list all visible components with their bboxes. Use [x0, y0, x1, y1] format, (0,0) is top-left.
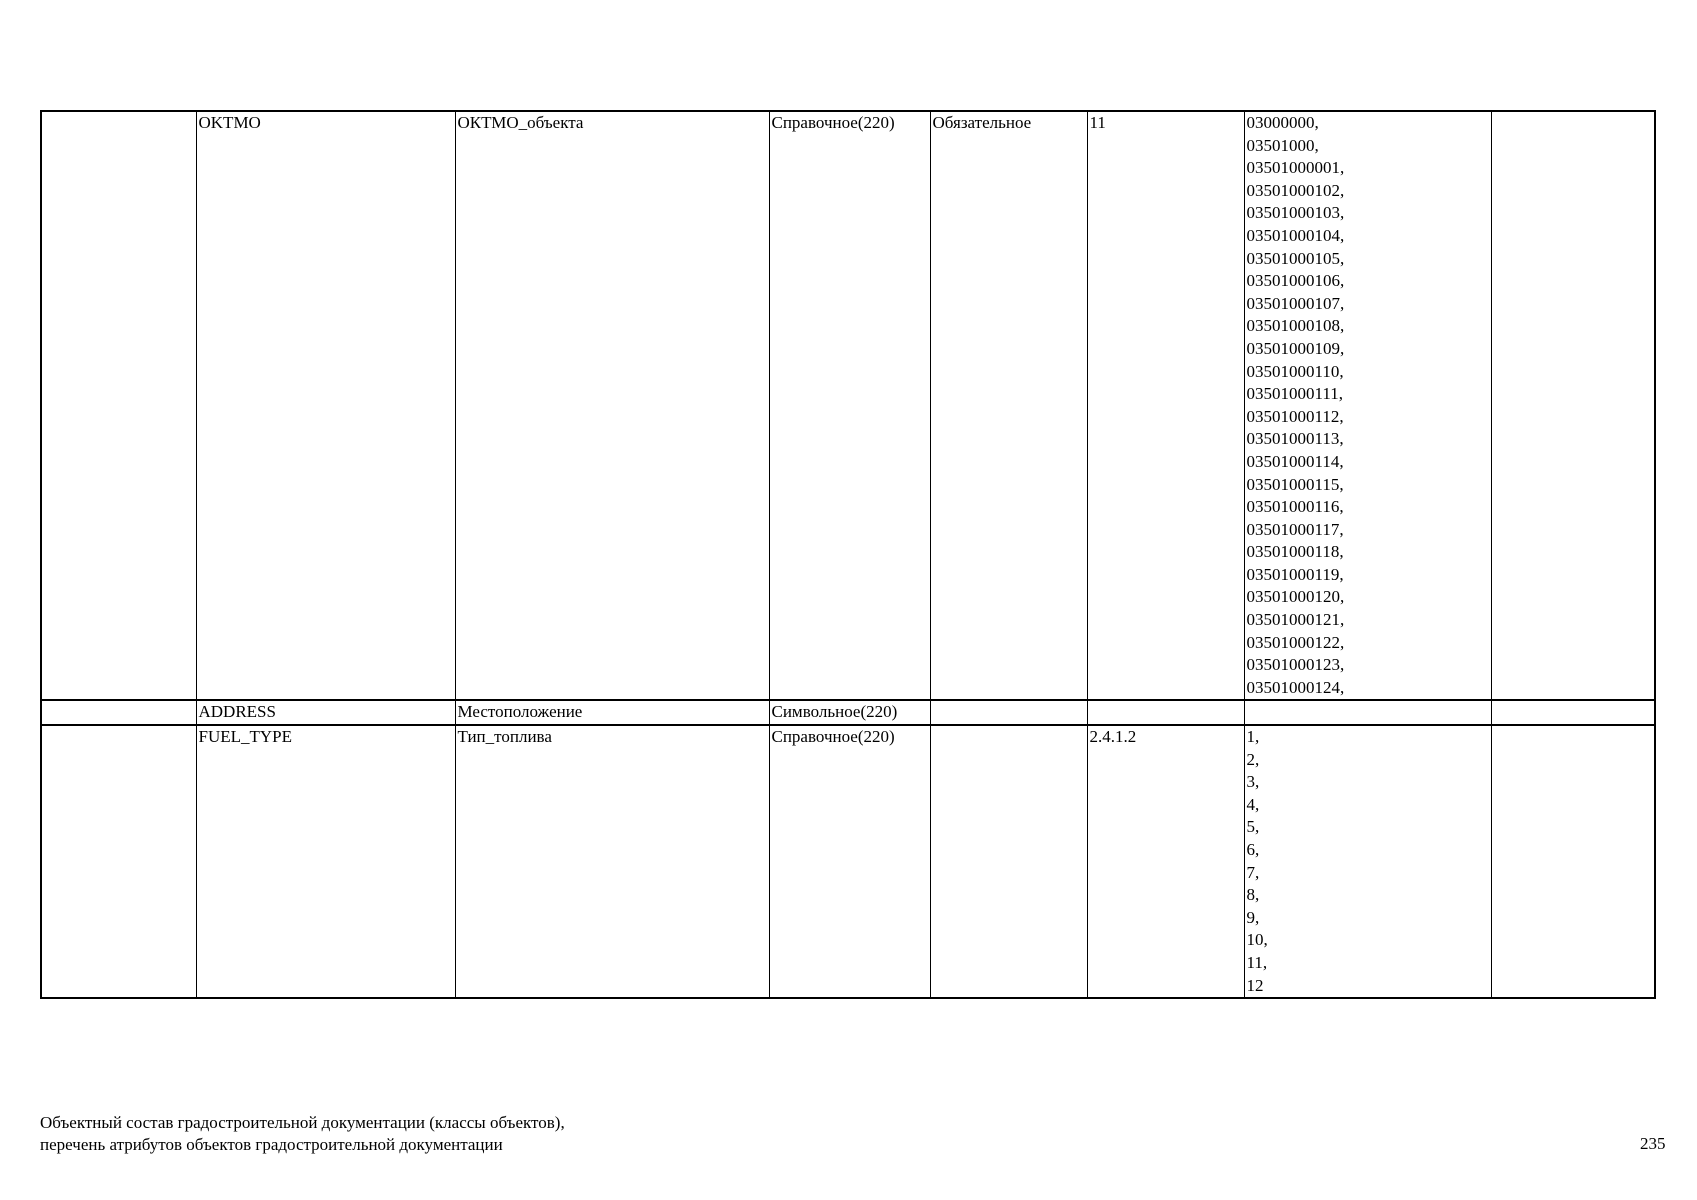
value-item: 03501000116, [1246, 497, 1344, 517]
footer-line: Объектный состав градостроительной документации (классы объектов), [40, 1113, 565, 1132]
attribute-required-cell [930, 700, 1087, 725]
table-row [41, 725, 1655, 998]
value-item: 4, [1246, 794, 1260, 814]
value-item: 11, [1246, 952, 1268, 972]
attribute-name-cell: Местоположение [455, 700, 769, 725]
attribute-values-cell [1244, 700, 1491, 725]
value-item: 03501000108, [1246, 316, 1345, 336]
value-item: 9, [1246, 907, 1260, 927]
value-item: 03501000107, [1246, 293, 1345, 313]
value-item: 12 [1246, 975, 1264, 995]
attribute-reference-cell: 2.4.1.2 [1087, 725, 1244, 998]
notes-cell [1491, 111, 1655, 700]
value-item: 03501000109, [1246, 338, 1345, 358]
value-item: 03501000001, [1246, 158, 1345, 178]
value-item: 03501000102, [1246, 180, 1345, 200]
value-item: 5, [1246, 817, 1260, 837]
value-item: 6, [1246, 840, 1260, 859]
value-item: 03501000119, [1246, 564, 1344, 584]
value-item: 03501000117, [1246, 519, 1344, 539]
attribute-required-cell: Обязательное [930, 111, 1087, 700]
table-row [41, 700, 1655, 725]
attribute-code-cell: ADDRESS [196, 700, 455, 725]
value-item: 03501000, [1246, 135, 1319, 155]
value-item: 2, [1246, 749, 1260, 769]
attribute-type-cell: Символьное(220) [769, 700, 930, 725]
value-item: 03501000122, [1246, 632, 1345, 652]
row-index-cell [41, 700, 196, 725]
value-item: 03501000124, [1246, 677, 1345, 697]
value-item: 03501000115, [1246, 474, 1344, 494]
value-item: 7, [1246, 862, 1260, 882]
value-item: 3, [1246, 772, 1260, 792]
notes-cell [1491, 725, 1655, 998]
value-item: 1, [1246, 727, 1260, 747]
attribute-values-cell [1244, 725, 1491, 998]
attribute-required-cell [930, 725, 1087, 998]
value-item: 10, [1246, 930, 1268, 950]
notes-cell [1491, 700, 1655, 725]
attribute-reference-cell [1087, 700, 1244, 725]
attribute-reference-cell: 11 [1087, 111, 1244, 700]
value-item: 03501000118, [1246, 542, 1344, 562]
value-item: 03501000112, [1246, 406, 1344, 426]
value-item: 03501000123, [1246, 655, 1345, 675]
attribute-type-cell: Справочное(220) [769, 111, 930, 700]
value-item: 03000000, [1246, 113, 1319, 132]
value-item: 03501000120, [1246, 587, 1345, 607]
row-index-cell [41, 725, 196, 998]
value-item: 03501000113, [1246, 429, 1344, 449]
row-index-cell [41, 111, 196, 700]
value-item: 03501000105, [1246, 248, 1345, 268]
page-footer [40, 1112, 565, 1156]
attribute-values-cell [1244, 111, 1491, 700]
attribute-type-cell: Справочное(220) [769, 725, 930, 998]
value-item: 03501000114, [1246, 451, 1344, 471]
attribute-name-cell: Тип_топлива [455, 725, 769, 998]
table-row [41, 111, 1655, 700]
value-item: 03501000121, [1246, 610, 1345, 630]
attribute-name-cell: ОКТМО_объекта [455, 111, 769, 700]
value-item: 03501000103, [1246, 203, 1345, 223]
value-item: 03501000104, [1246, 225, 1345, 245]
value-item: 03501000106, [1246, 271, 1345, 291]
attribute-code-cell: OKTMO [196, 111, 455, 700]
attribute-code-cell: FUEL_TYPE [196, 725, 455, 998]
value-item: 03501000110, [1246, 361, 1344, 381]
footer-line: перечень атрибутов объектов градостроительной документации [40, 1135, 503, 1154]
attributes-table [40, 110, 1656, 999]
value-item: 8, [1246, 885, 1260, 905]
value-item: 03501000111, [1246, 384, 1343, 404]
page-number: 235 [1640, 1134, 1666, 1153]
